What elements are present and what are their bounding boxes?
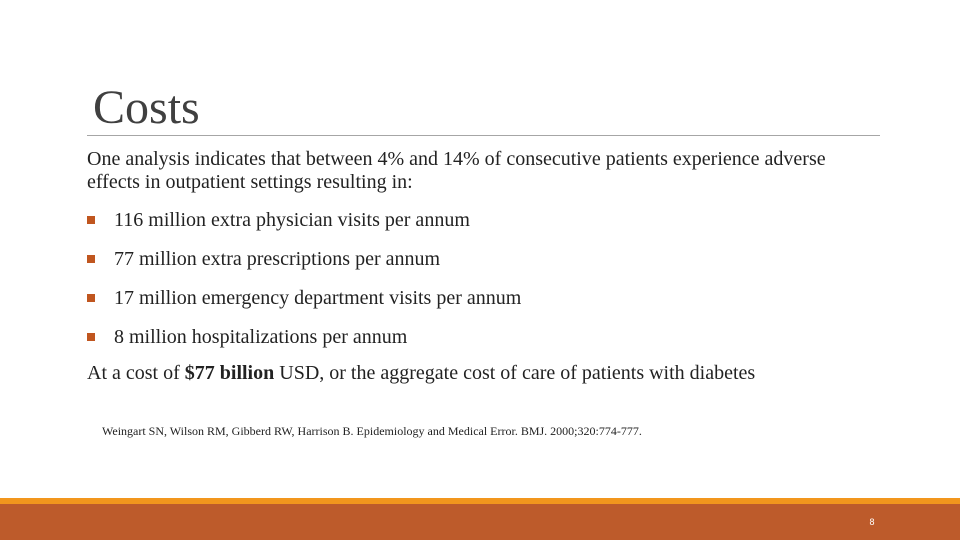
citation: Weingart SN, Wilson RM, Gibberd RW, Harrison B. Epidemiology and Medical Error. BMJ. 2000;320:774-777. [102,424,642,438]
bullet-text: 17 million emergency department visits per annum [114,287,522,309]
list-item [87,205,877,244]
cost-amount: $77 billion [184,362,275,384]
slide-title: Costs [93,81,200,134]
square-bullet-icon [87,333,95,341]
intro-text: One analysis indicates that between 4% and 14% of consecutive patients experience adverse effects in outpatient settings resulting in: [87,148,826,193]
bullet-text: 77 million extra prescriptions per annum [114,248,441,270]
list-item [87,244,877,283]
square-bullet-icon [87,255,95,263]
square-bullet-icon [87,216,95,224]
footer-bar [0,504,960,540]
list-item [87,322,877,361]
conclusion-suffix: USD, or the aggregate cost of care of patients with diabetes [274,362,756,384]
page-number: 8 [869,517,875,527]
bullet-list [87,205,877,361]
bullet-text: 116 million extra physician visits per annum [114,209,470,231]
square-bullet-icon [87,294,95,302]
conclusion-text [87,360,887,386]
list-item [87,283,877,322]
bullet-text: 8 million hospitalizations per annum [114,326,408,348]
conclusion-prefix: At a cost of [87,362,185,384]
title-divider [87,135,880,136]
